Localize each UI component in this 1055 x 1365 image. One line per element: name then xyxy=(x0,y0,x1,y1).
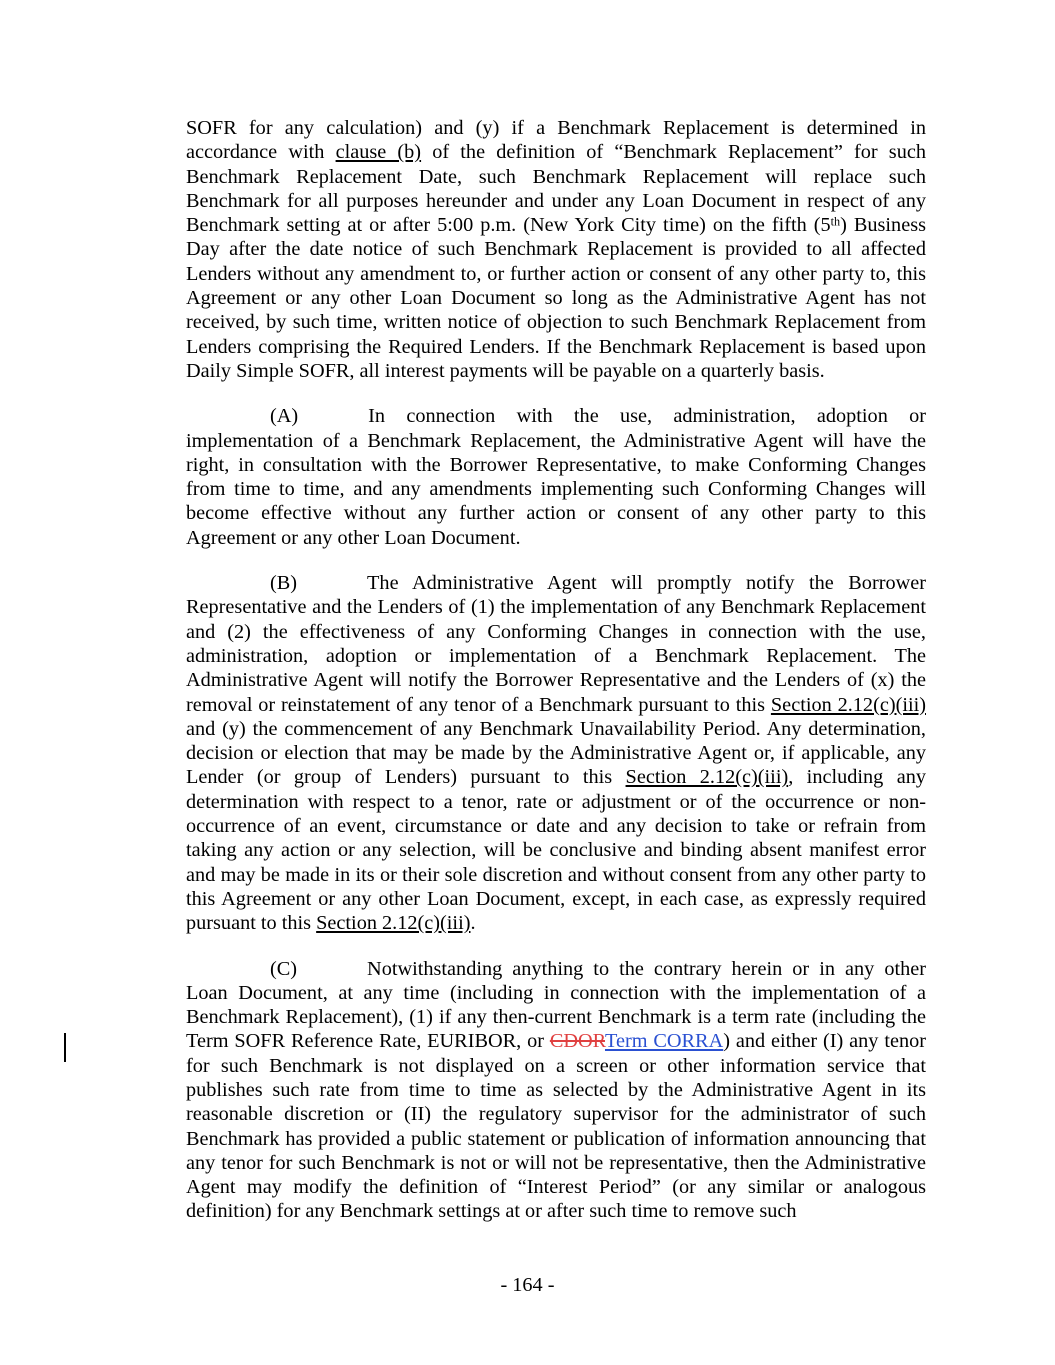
text-run: (C) xyxy=(270,957,298,980)
revision-change-bar xyxy=(64,1033,66,1062)
text-run: . xyxy=(470,912,476,935)
text-run: (B) xyxy=(270,572,298,595)
text-run: The Administrative Agent will promptly notify the Borrower Representative and the Lenders of (1) the implementation of any Benchmark Replacement and (2) the effectiveness of any Conforming Changes in connection with the use, administration, adoption or implementation of a Benchmark Replacement. The Administrative Agent will notify the Borrower Representative and the Lenders of (x) the removal or reinstatement of any tenor of a Benchmark pursuant to this xyxy=(186,572,926,716)
text-run: and (y) the commencement of any Benchmark Unavailability Period. Any determination, decision or election that may be made by the Administrative Agent or, if applicable, any Lender (or group of Lenders) pursuant to this xyxy=(186,717,926,789)
paragraph xyxy=(186,571,926,935)
underlined-reference: clause (b) xyxy=(335,141,422,164)
paragraph xyxy=(186,957,926,1224)
text-run: ) and either (I) any tenor for such Benchmark is not displayed on a screen or other information service that publishes such rate from time to time as selected by the Administrative Agent in its reasonable discretion or (II) the regulatory supervisor for the administrator of such Benchmark has provided a public statement or publication of information announcing that any tenor for such Benchmark is not or will not be representative, then the Administrative Agent may modify the definition of “Interest Period” (or any similar or analogous definition) for any Benchmark settings at or after such time to remove such xyxy=(186,1030,926,1223)
text-run: Notwithstanding anything to the contrary herein or in any other Loan Document, at any time (including in connection with the implementation of a Benchmark Replacement), (1) if any then-current Benchmark is a term rate (including the Term SOFR Reference Rate, EURIBOR, or xyxy=(186,957,926,1053)
underlined-reference: Section 2.12(c)(iii) xyxy=(316,912,471,935)
text-run: (A) xyxy=(270,405,299,428)
text-run: ) Business Day after the date notice of such Benchmark Replacement is provided to all affected Lenders without any amendment to, or further action or consent of any other party to, this Agreement or any other Loan Document so long as the Administrative Agent has not received, by such time, written notice of objection to such Benchmark Replacement from Lenders comprising the Required Lenders. If the Benchmark Replacement is based upon Daily Simple SOFR, all interest payments will be payable on a quarterly basis. xyxy=(186,214,926,382)
deleted-text: CDOR xyxy=(549,1030,605,1053)
document-body xyxy=(186,116,926,1245)
paragraph xyxy=(186,116,926,383)
text-run: SOFR for any calculation) and (y) if a Benchmark Replacement is determined in accordance with xyxy=(186,117,926,164)
paragraph xyxy=(186,404,926,550)
underlined-reference: Section 2.12(c)(iii) xyxy=(770,693,926,716)
inserted-text: Term CORRA xyxy=(604,1030,724,1053)
text-run: In connection with the use, administration, adoption or implementation of a Benchmark Replacement, the Administrative Agent will have the right, in consultation with the Borrower Representative, to make Conforming Changes from time to time, and any amendments implementing such Conforming Changes will become effective without any further action or consent of any other party to this Agreement or any other Loan Document. xyxy=(186,405,926,549)
superscript: th xyxy=(830,214,841,229)
text-run: of the definition of “Benchmark Replacement” for such Benchmark Replacement Date, such Benchmark Replacement will replace such Benchmark for all purposes hereunder and under any Loan Document in respect of any Benchmark setting at or after 5:00 p.m. (New York City time) on the fifth (5 xyxy=(186,141,926,237)
page-number: - 164 - xyxy=(500,1274,555,1296)
text-run: , including any determination with respect to a tenor, rate or adjustment or of the occurrence or non-occurrence of an event, circumstance or date and any decision to take or refrain from taking any action or any selection, will be conclusive and binding absent manifest error and may be made in its or their sole discretion and without consent from any other party to this Agreement or any other Loan Document, except, in each case, as expressly required pursuant to this xyxy=(186,766,926,935)
underlined-reference: Section 2.12(c)(iii) xyxy=(625,766,789,789)
